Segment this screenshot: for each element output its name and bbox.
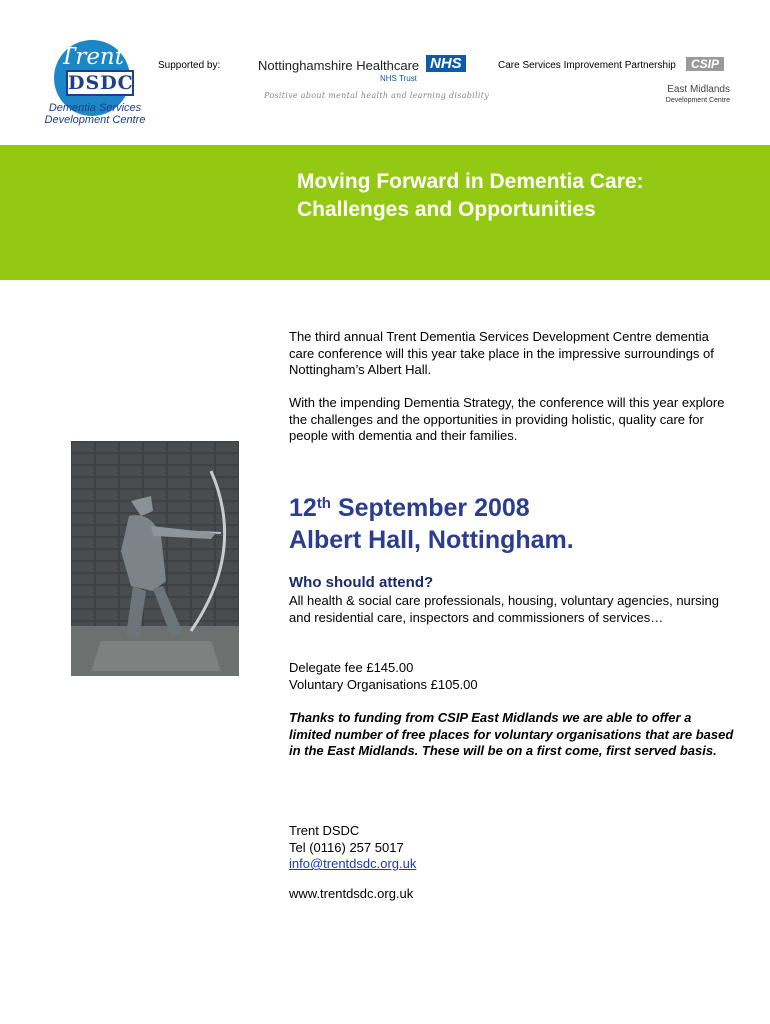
csip-region: East Midlands xyxy=(667,84,730,95)
who-should-attend-heading: Who should attend? xyxy=(289,574,434,591)
event-date-venue xyxy=(289,492,749,556)
logo-subtitle xyxy=(40,102,150,126)
who-should-attend-body: All health & social care professionals, housing, voluntary agencies, nursing and residential care, inspectors and commissioners of services… xyxy=(289,593,719,625)
contact-org: Trent DSDC xyxy=(289,823,360,838)
intro-paragraph-2: With the impending Dementia Strategy, the conference will this year explore the challenges and the opportunities in providing holistic, quality care for people with dementia and their families. xyxy=(289,395,725,443)
nhs-trust-name: Nottinghamshire Healthcare xyxy=(258,58,420,73)
title-line-1: Moving Forward in Dementia Care: xyxy=(297,170,644,193)
intro-paragraph-1: The third annual Trent Dementia Services Development Centre dementia care conference will this year take place in the impressive surroundings of Nottingham’s Albert Hall. xyxy=(289,329,714,377)
contact-email-link[interactable]: info@trentdsdc.org.uk xyxy=(289,856,417,871)
event-venue: Albert Hall, Nottingham. xyxy=(289,526,574,554)
event-day: 12 xyxy=(289,494,317,522)
logo-dsdc-text: DSDC xyxy=(68,72,134,94)
page-title xyxy=(297,168,757,224)
csip-name: Care Services Improvement Partnership xyxy=(498,60,676,71)
website-url[interactable]: www.trentdsdc.org.uk xyxy=(289,886,414,901)
fees xyxy=(289,660,478,693)
robin-hood-statue-photo xyxy=(71,441,239,676)
logo-trent-text: Trent xyxy=(59,44,124,70)
csip-development-centre: Development Centre xyxy=(665,97,730,104)
supported-by-label: Supported by: xyxy=(158,60,221,71)
logo-subtitle-line1: Dementia Services xyxy=(48,102,142,114)
csip-logo-badge: CSIP xyxy=(686,57,724,71)
statue-illustration xyxy=(71,441,239,676)
nhs-tagline: Positive about mental health and learning disability xyxy=(264,91,490,100)
grass-base xyxy=(91,641,221,671)
voluntary-fee: Voluntary Organisations £105.00 xyxy=(289,676,478,692)
event-day-ordinal: th xyxy=(316,495,331,512)
nhs-logo-badge: NHS xyxy=(426,55,466,72)
contact-block xyxy=(289,823,416,873)
delegate-fee: Delegate fee £145.00 xyxy=(289,660,414,675)
title-line-2: Challenges and Opportunities xyxy=(297,198,596,221)
logo-subtitle-line2: Development Centre xyxy=(44,114,146,126)
event-date xyxy=(289,492,749,524)
contact-tel: Tel (0116) 257 5017 xyxy=(289,839,404,855)
event-month-year: September 2008 xyxy=(337,494,530,522)
funding-notice: Thanks to funding from CSIP East Midlands we are able to offer a limited number of free places for voluntary organisations that are based in the East Midlands. These will be on a first come, first served basis. xyxy=(289,710,734,758)
nhs-trust-label: NHS Trust xyxy=(380,74,417,83)
